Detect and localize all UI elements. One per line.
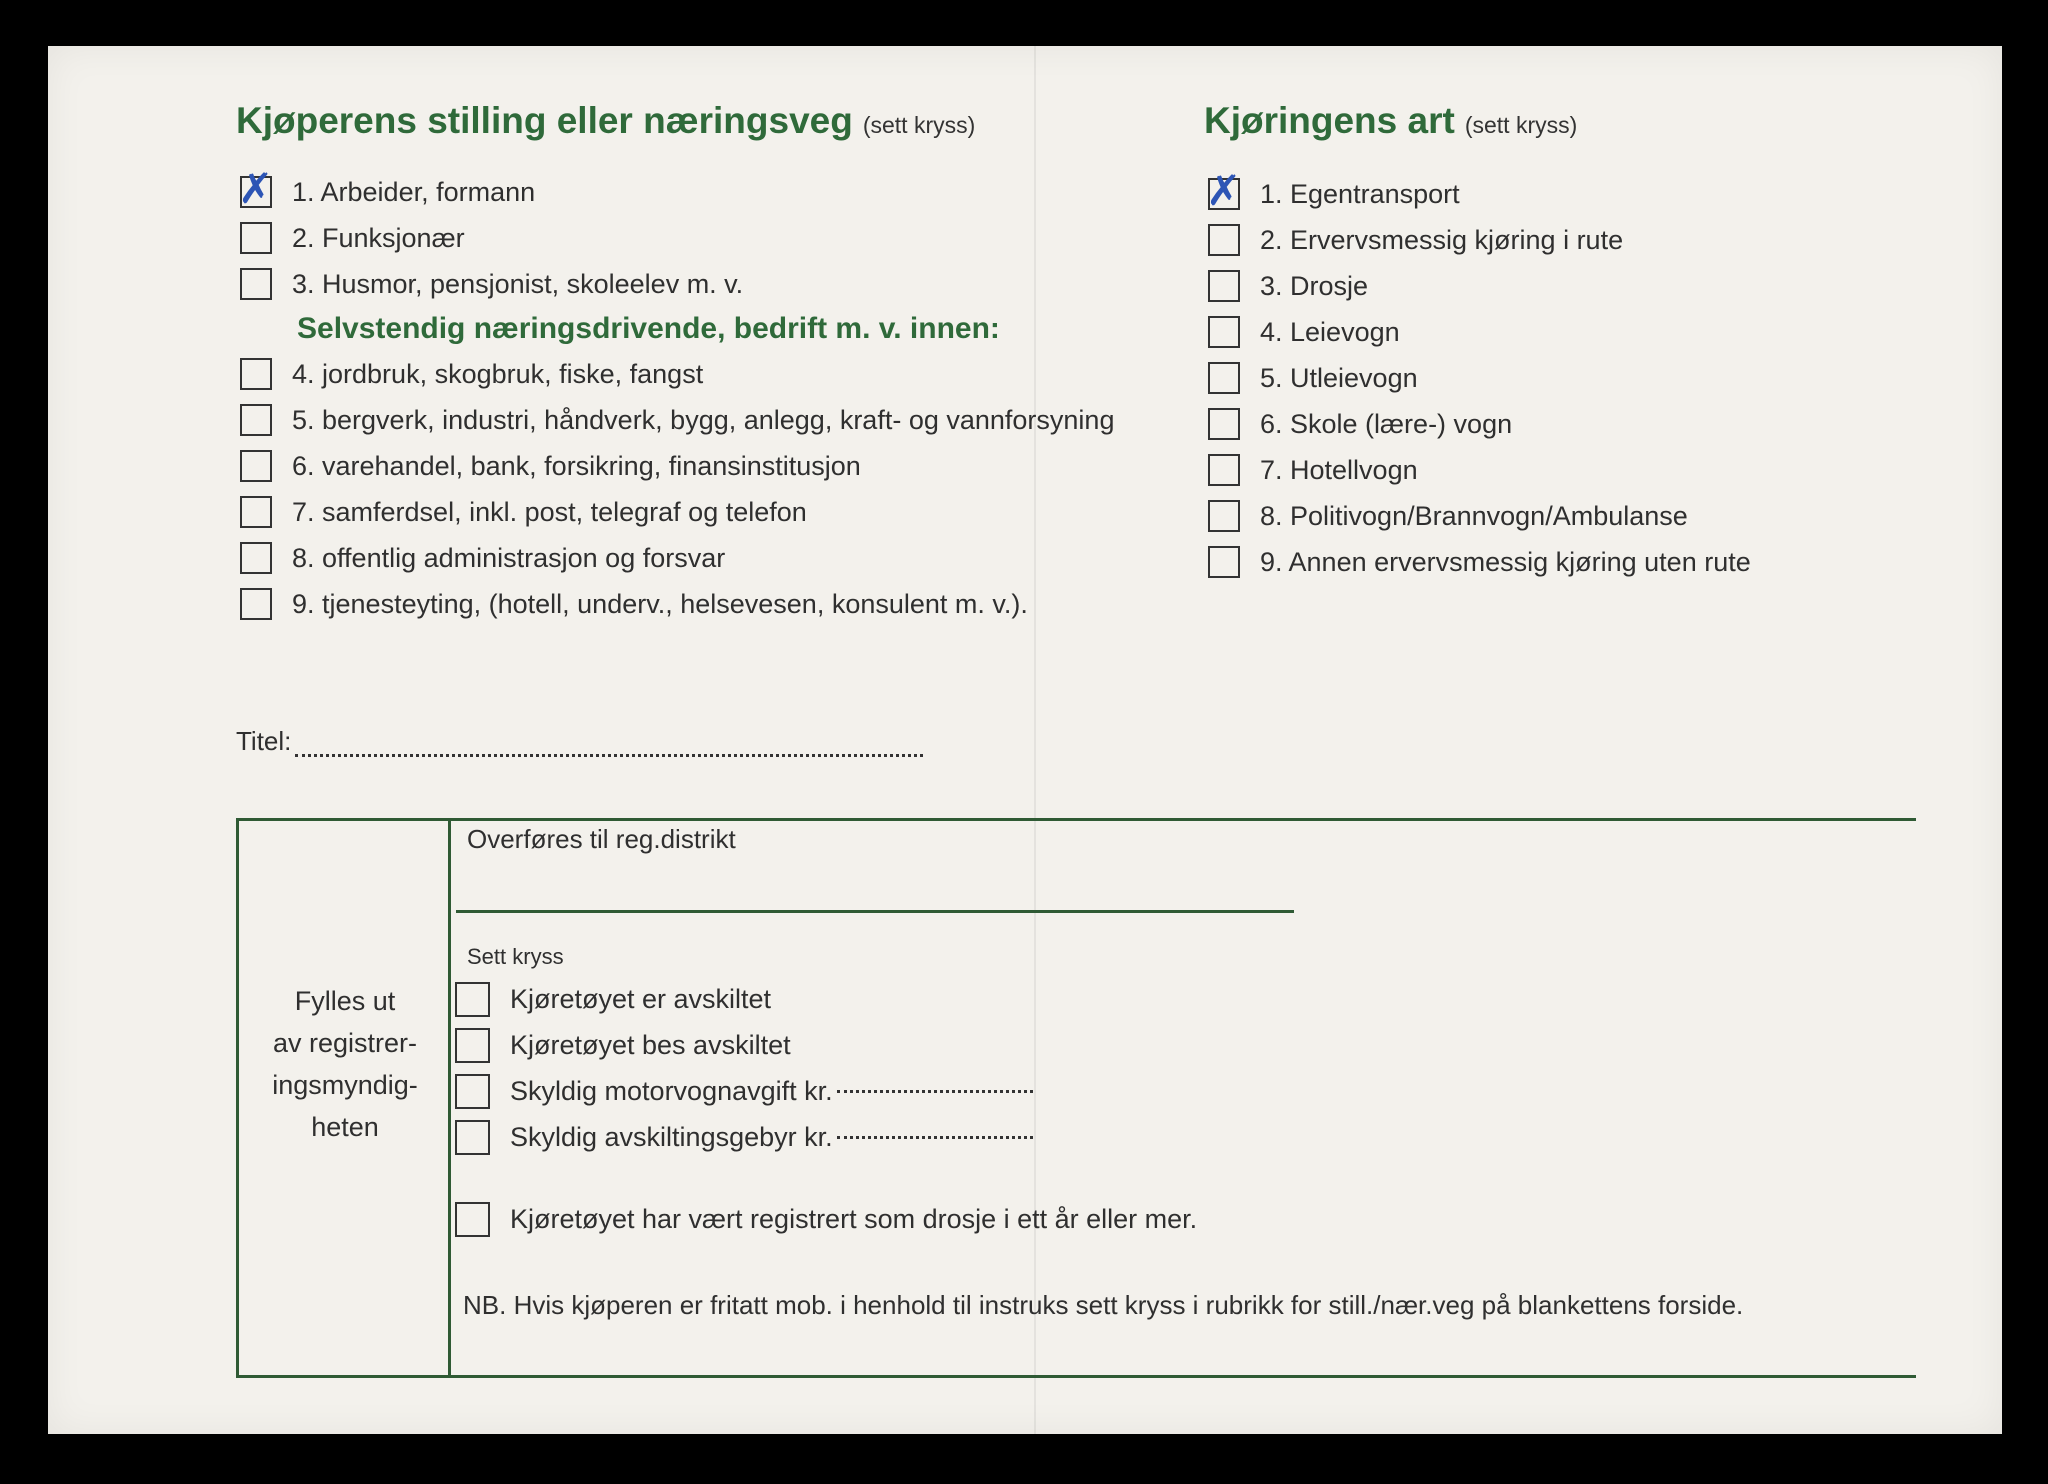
checked-mark-icon: ✗ (1206, 166, 1242, 215)
driving-label-8: 8. Politivogn/Brannvogn/Ambulanse (1260, 500, 1688, 531)
right-section-title (1204, 100, 1577, 142)
checked-mark-icon: ✗ (238, 164, 274, 213)
driving-label-7: 7. Hotellvogn (1260, 454, 1418, 485)
checkbox-driving-2[interactable] (1208, 224, 1240, 256)
transfer-district-line (456, 910, 1294, 913)
registry-label-avskiltet: Kjøretøyet er avskiltet (510, 984, 772, 1014)
side-label-line-3: ingsmyndig- (272, 1070, 418, 1100)
checkbox-driving-5[interactable] (1208, 362, 1240, 394)
side-label-line-2: av registrer- (272, 1028, 418, 1058)
business-subheading: Selvstendig næringsdrivende, bedrift m. v. innen: (297, 312, 1000, 345)
registry-option-bes-avskiltet[interactable] (455, 1028, 791, 1063)
checkbox-driving-1[interactable] (1206, 166, 1242, 215)
checkbox-business-7[interactable] (240, 496, 272, 528)
occupation-label-3: 3. Husmor, pensjonist, skoleelev m. v. (292, 268, 744, 299)
transfer-district-label: Overføres til reg.distrikt (467, 824, 736, 854)
driving-label-6: 6. Skole (lære-) vogn (1260, 408, 1513, 439)
right-title-text: Kjøringens art (1204, 100, 1455, 141)
business-label-7: 7. samferdsel, inkl. post, telegraf og telefon (292, 496, 807, 527)
business-option-6[interactable] (240, 450, 861, 482)
occupation-option-1[interactable] (238, 164, 536, 213)
checkbox-motorvognavgift[interactable] (455, 1074, 490, 1109)
checkbox-driving-6[interactable] (1208, 408, 1240, 440)
registry-side-label (240, 980, 450, 1148)
checkbox-occupation-1[interactable] (238, 164, 274, 213)
sett-kryss-label: Sett kryss (467, 944, 564, 969)
checkbox-drosje[interactable] (455, 1202, 490, 1237)
driving-option-6[interactable] (1208, 408, 1512, 440)
business-option-5[interactable] (240, 404, 1114, 436)
occupation-option-3[interactable] (240, 268, 743, 300)
business-label-8: 8. offentlig administrasjon og forsvar (292, 542, 726, 573)
driving-option-2[interactable] (1208, 224, 1623, 256)
registry-box-bottom-line (236, 1375, 1916, 1378)
checkbox-business-5[interactable] (240, 404, 272, 436)
checkbox-occupation-3[interactable] (240, 268, 272, 300)
registry-label-bes-avskiltet: Kjøretøyet bes avskiltet (510, 1030, 791, 1060)
checkbox-business-6[interactable] (240, 450, 272, 482)
side-label-line-1: Fylles ut (294, 986, 396, 1016)
titel-label: Titel: (236, 726, 292, 756)
driving-label-9: 9. Annen ervervsmessig kjøring uten rute (1260, 546, 1751, 577)
registry-label-motorvognavgift: Skyldig motorvognavgift kr. (510, 1076, 833, 1106)
driving-option-4[interactable] (1208, 316, 1400, 348)
driving-label-2: 2. Ervervsmessig kjøring i rute (1260, 224, 1624, 255)
driving-option-5[interactable] (1208, 362, 1418, 394)
driving-option-7[interactable] (1208, 454, 1418, 486)
driving-option-8[interactable] (1208, 500, 1688, 532)
left-section-title (236, 100, 975, 142)
business-label-5: 5. bergverk, industri, håndverk, bygg, anlegg, kraft- og vannforsyning (292, 404, 1115, 435)
left-title-note: (sett kryss) (862, 112, 976, 138)
driving-option-9[interactable] (1208, 546, 1751, 578)
driving-label-4: 4. Leievogn (1260, 316, 1400, 347)
checkbox-driving-7[interactable] (1208, 454, 1240, 486)
registry-option-motorvognavgift[interactable] (455, 1074, 1033, 1109)
business-label-6: 6. varehandel, bank, forsikring, finansinstitusjon (292, 450, 861, 481)
checkbox-business-4[interactable] (240, 358, 272, 390)
titel-dotted-line (295, 754, 923, 757)
registry-option-avskiltingsgebyr[interactable] (455, 1120, 1033, 1155)
registry-label-drosje: Kjøretøyet har vært registrert som drosje i ett år eller mer. (510, 1204, 1198, 1234)
registry-option-drosje[interactable] (455, 1202, 1197, 1237)
business-option-4[interactable] (240, 358, 703, 390)
left-title-text: Kjøperens stilling eller næringsveg (236, 100, 853, 141)
nb-note: NB. Hvis kjøperen er fritatt mob. i henhold til instruks sett kryss i rubrikk for still./nær.veg på blankettens forside. (463, 1290, 1744, 1320)
business-option-8[interactable] (240, 542, 725, 574)
checkbox-occupation-2[interactable] (240, 222, 272, 254)
checkbox-avskiltet[interactable] (455, 982, 490, 1017)
checkbox-business-8[interactable] (240, 542, 272, 574)
checkbox-bes-avskiltet[interactable] (455, 1028, 490, 1063)
business-label-4: 4. jordbruk, skogbruk, fiske, fangst (292, 358, 704, 389)
checkbox-driving-9[interactable] (1208, 546, 1240, 578)
business-label-9: 9. tjenesteyting, (hotell, underv., helsevesen, konsulent m. v.). (292, 588, 1028, 619)
occupation-option-2[interactable] (240, 222, 465, 254)
checkbox-driving-4[interactable] (1208, 316, 1240, 348)
checkbox-driving-8[interactable] (1208, 500, 1240, 532)
registry-box-left-line (236, 818, 239, 1378)
driving-option-3[interactable] (1208, 270, 1368, 302)
motorvognavgift-amount-line[interactable] (837, 1090, 1033, 1093)
checkbox-business-9[interactable] (240, 588, 272, 620)
registry-box-top-line (236, 818, 1916, 821)
driving-option-1[interactable] (1206, 166, 1460, 215)
checkbox-avskiltingsgebyr[interactable] (455, 1120, 490, 1155)
driving-label-5: 5. Utleievogn (1260, 362, 1418, 393)
checkbox-driving-3[interactable] (1208, 270, 1240, 302)
avskiltingsgebyr-amount-line[interactable] (837, 1136, 1033, 1139)
occupation-label-2: 2. Funksjonær (292, 222, 465, 253)
driving-label-3: 3. Drosje (1260, 270, 1369, 301)
business-option-9[interactable] (240, 588, 1028, 620)
driving-label-1: 1. Egentransport (1260, 178, 1460, 209)
occupation-label-1: 1. Arbeider, formann (292, 176, 536, 207)
business-option-7[interactable] (240, 496, 807, 528)
titel-field[interactable] (236, 726, 923, 757)
right-title-note: (sett kryss) (1464, 112, 1578, 138)
side-label-line-4: heten (311, 1112, 379, 1142)
registry-label-avskiltingsgebyr: Skyldig avskiltingsgebyr kr. (510, 1122, 833, 1152)
registry-option-avskiltet[interactable] (455, 982, 771, 1017)
